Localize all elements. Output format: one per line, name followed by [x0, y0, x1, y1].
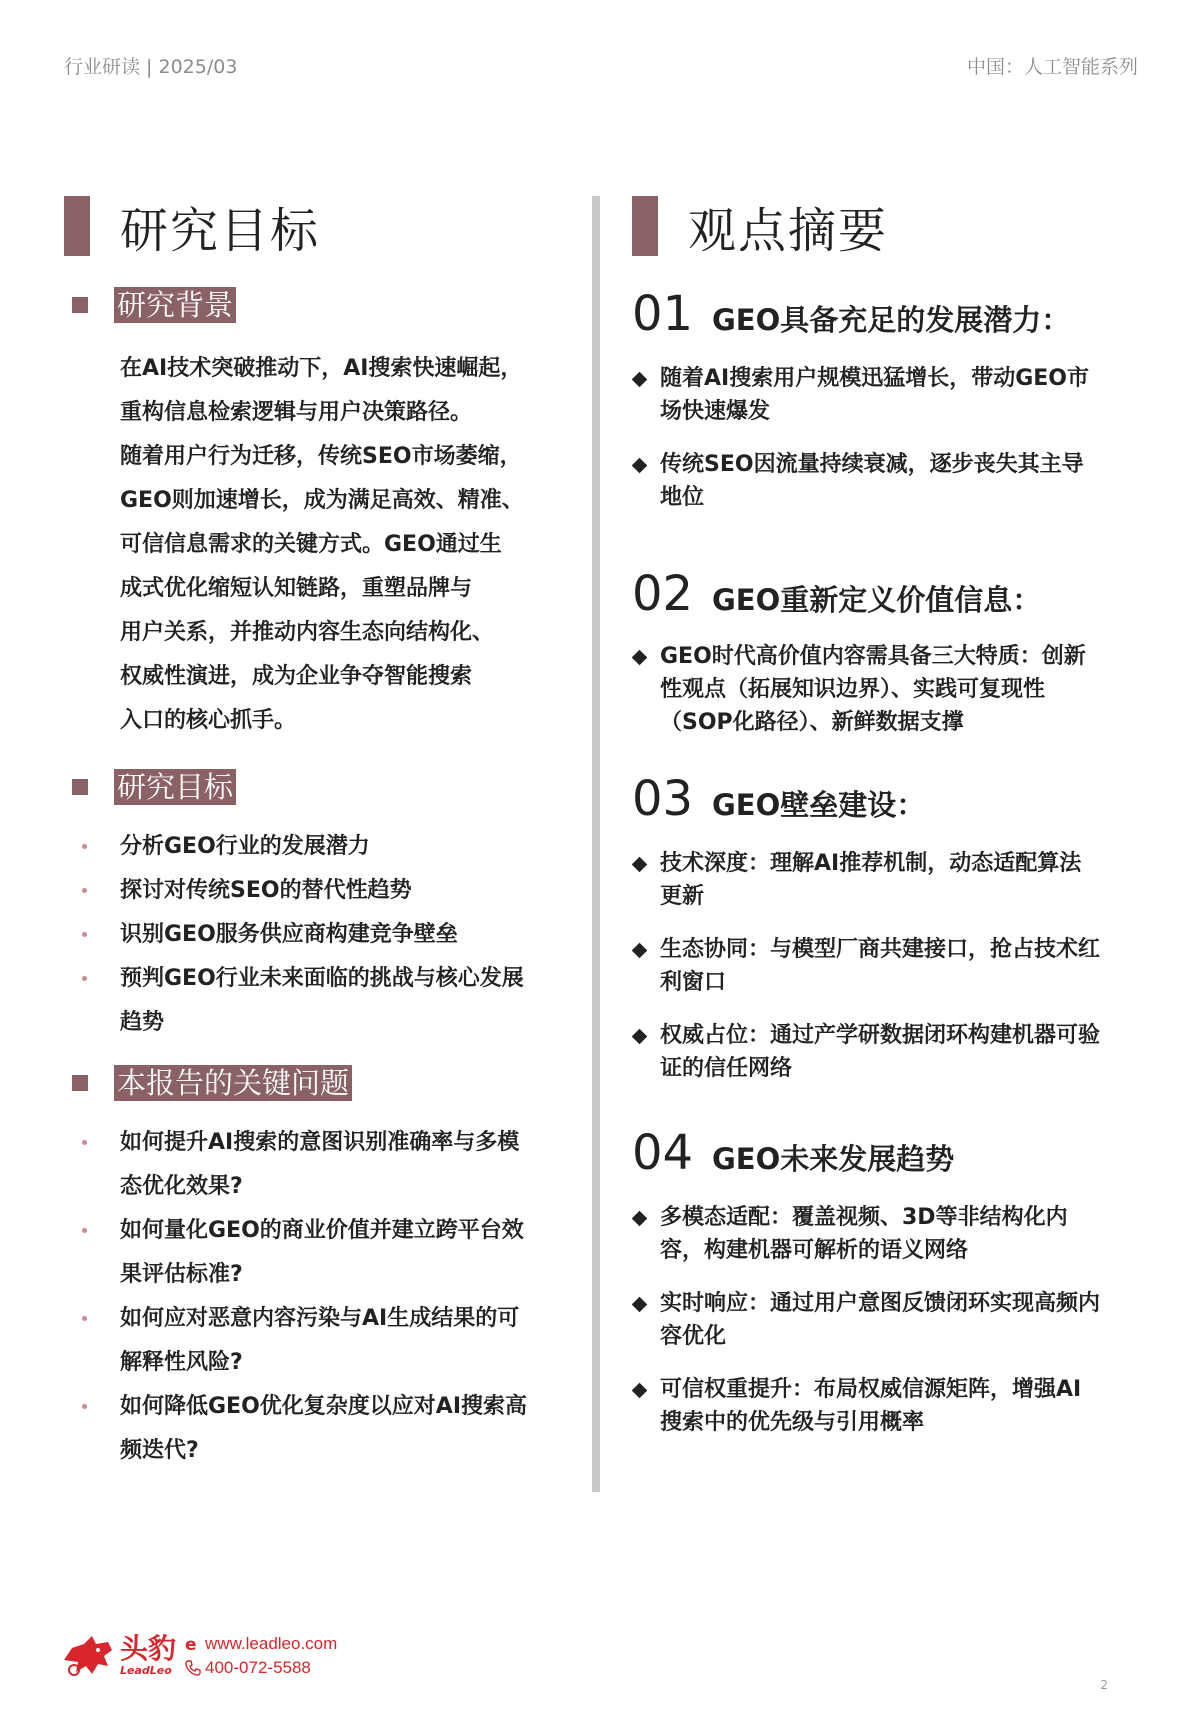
background-heading: [72, 287, 584, 323]
diamond-bullet-icon: [632, 458, 648, 474]
phone-number: 400-072-5588: [205, 1658, 311, 1677]
goals-heading-label: 研究目标: [114, 769, 236, 805]
section-02-list: [632, 640, 1152, 739]
list-item: [80, 825, 584, 869]
questions-heading: [72, 1065, 584, 1101]
dot-bullet-icon: [82, 844, 87, 849]
section-04-heading: [632, 1125, 1152, 1181]
question-text: 如何提升AI搜索的意图识别准确率与多模态优化效果?: [120, 1130, 520, 1199]
column-divider: [592, 196, 600, 1492]
list-item: [80, 869, 584, 913]
diamond-bullet-icon: [632, 1383, 648, 1399]
point-text: 可信权重提升：布局权威信源矩阵，增强AI搜索中的优先级与引用概率: [660, 1377, 1082, 1435]
point-text: 生态协同：与模型厂商共建接口，抢占技术红利窗口: [660, 937, 1101, 995]
right-column: [632, 196, 1152, 1439]
diamond-bullet-icon: [632, 943, 648, 959]
website-link[interactable]: www.leadleo.com: [205, 1634, 338, 1653]
section-03-list: [632, 847, 1152, 1085]
dot-bullet-icon: [82, 1228, 87, 1233]
section-02-heading: [632, 566, 1152, 622]
diamond-bullet-icon: [632, 857, 648, 873]
paragraph-line: 随着用户行为迁移，传统SEO市场萎缩，: [120, 444, 522, 469]
list-item: [632, 1201, 1100, 1267]
question-text: 如何量化GEO的商业价值并建立跨平台效果评估标准?: [120, 1218, 524, 1287]
section-title: GEO重新定义价值信息：: [712, 583, 1042, 617]
goal-text: 识别GEO服务供应商构建竞争壁垒: [120, 922, 458, 947]
paragraph-line: 权威性演进，成为企业争夺智能搜索: [120, 664, 473, 689]
background-heading-label: 研究背景: [114, 287, 236, 323]
dot-bullet-icon: [82, 1140, 87, 1145]
goals-heading: [72, 769, 584, 805]
list-item: [632, 1287, 1100, 1353]
header-series: 中国：人工智能系列: [966, 56, 1138, 78]
question-text: 如何降低GEO优化复杂度以应对AI搜索高频迭代?: [120, 1394, 528, 1463]
diamond-bullet-icon: [632, 1029, 648, 1045]
point-text: 技术深度：理解AI推荐机制，动态适配算法更新: [660, 851, 1082, 909]
diamond-bullet-icon: [632, 1211, 648, 1227]
section-01-heading: [632, 286, 1152, 342]
paragraph-line: 在AI技术突破推动下，AI搜索快速崛起，: [120, 356, 523, 381]
section-01-list: [632, 362, 1152, 514]
left-title-text: 研究目标: [120, 202, 321, 259]
square-bullet-icon: [72, 1075, 88, 1091]
paragraph-line: 成式优化缩短认知链路，重塑品牌与: [120, 576, 473, 601]
phone-row: [184, 1656, 337, 1680]
list-item: [80, 913, 584, 957]
section-number: 02: [632, 566, 694, 622]
point-text: 多模态适配：覆盖视频、3D等非结构化内容，构建机器可解析的语义网络: [660, 1205, 1068, 1263]
paragraph-line: 入口的核心抓手。: [120, 708, 297, 733]
leopard-logo-icon: [62, 1630, 114, 1682]
question-text: 如何应对恶意内容污染与AI生成结果的可解释性风险?: [120, 1306, 520, 1375]
point-text: 传统SEO因流量持续衰减，逐步丧失其主导地位: [660, 452, 1084, 510]
diamond-bullet-icon: [632, 650, 648, 666]
goal-text: 预判GEO行业未来面临的挑战与核心发展趋势: [120, 966, 524, 1035]
left-column: [64, 196, 584, 1473]
list-item: [80, 1385, 584, 1473]
point-text: 随着AI搜索用户规模迅猛增长，带动GEO市场快速爆发: [660, 366, 1090, 424]
brand-name: [120, 1634, 176, 1678]
paragraph-line: 可信信息需求的关键方式。GEO通过生: [120, 532, 502, 557]
title-bar-decoration: [64, 196, 90, 256]
section-number: 01: [632, 286, 694, 342]
paragraph-line: GEO则加速增长，成为满足高效、精准、: [120, 488, 524, 513]
section-title: GEO壁垒建设：: [712, 788, 926, 822]
goals-list: [80, 825, 584, 1045]
point-text: GEO时代高价值内容需具备三大特质：创新性观点（拓展知识边界）、实践可复现性（SOP化路径）、新鲜数据支撑: [660, 644, 1086, 735]
contact-info: [184, 1632, 337, 1680]
dot-bullet-icon: [82, 932, 87, 937]
square-bullet-icon: [72, 297, 88, 313]
diamond-bullet-icon: [632, 372, 648, 388]
title-bar-decoration: [632, 196, 658, 256]
phone-icon: [184, 1659, 202, 1677]
questions-list: [80, 1121, 584, 1473]
dot-bullet-icon: [82, 1316, 87, 1321]
section-title: GEO未来发展趋势: [712, 1142, 955, 1176]
list-item: [632, 847, 1100, 913]
point-text: 实时响应：通过用户意图反馈闭环实现高频内容优化: [660, 1291, 1101, 1349]
point-text: 权威占位：通过产学研数据闭环构建机器可验证的信任网络: [660, 1023, 1101, 1081]
paragraph-line: 重构信息检索逻辑与用户决策路径。: [120, 400, 473, 425]
square-bullet-icon: [72, 779, 88, 795]
list-item: [80, 1121, 584, 1209]
list-item: [80, 1209, 584, 1297]
list-item: [632, 362, 1100, 428]
right-title-text: 观点摘要: [688, 202, 889, 259]
dot-bullet-icon: [82, 976, 87, 981]
svg-text:e: e: [185, 1635, 197, 1653]
questions-heading-label: 本报告的关键问题: [114, 1065, 352, 1101]
list-item: [632, 933, 1100, 999]
list-item: [632, 1373, 1100, 1439]
header-report-tag: 行业研读 | 2025/03: [64, 56, 238, 78]
section-04-list: [632, 1201, 1152, 1439]
section-title: GEO具备充足的发展潜力：: [712, 303, 1071, 337]
list-item: [632, 448, 1100, 514]
list-item: [80, 1297, 584, 1385]
section-number: 04: [632, 1125, 694, 1181]
dot-bullet-icon: [82, 888, 87, 893]
brand-name-cn: 头豹: [120, 1632, 177, 1665]
list-item: [632, 640, 1100, 739]
footer-branding: [62, 1630, 337, 1682]
background-paragraph: [120, 347, 570, 743]
list-item: [80, 957, 584, 1045]
goal-text: 探讨对传统SEO的替代性趋势: [120, 878, 412, 903]
dot-bullet-icon: [82, 1404, 87, 1409]
brand-name-en: LeadLeo: [120, 1664, 172, 1677]
goal-text: 分析GEO行业的发展潜力: [120, 834, 370, 859]
section-number: 03: [632, 771, 694, 827]
section-03-heading: [632, 771, 1152, 827]
left-main-title: [64, 196, 584, 259]
right-main-title: [632, 196, 1152, 259]
list-item: [632, 1019, 1100, 1085]
paragraph-line: 用户关系，并推动内容生态向结构化、: [120, 620, 495, 645]
website-row[interactable]: [184, 1632, 337, 1656]
page-number: 2: [1100, 1678, 1108, 1692]
web-e-icon: [184, 1635, 202, 1653]
diamond-bullet-icon: [632, 1297, 648, 1313]
